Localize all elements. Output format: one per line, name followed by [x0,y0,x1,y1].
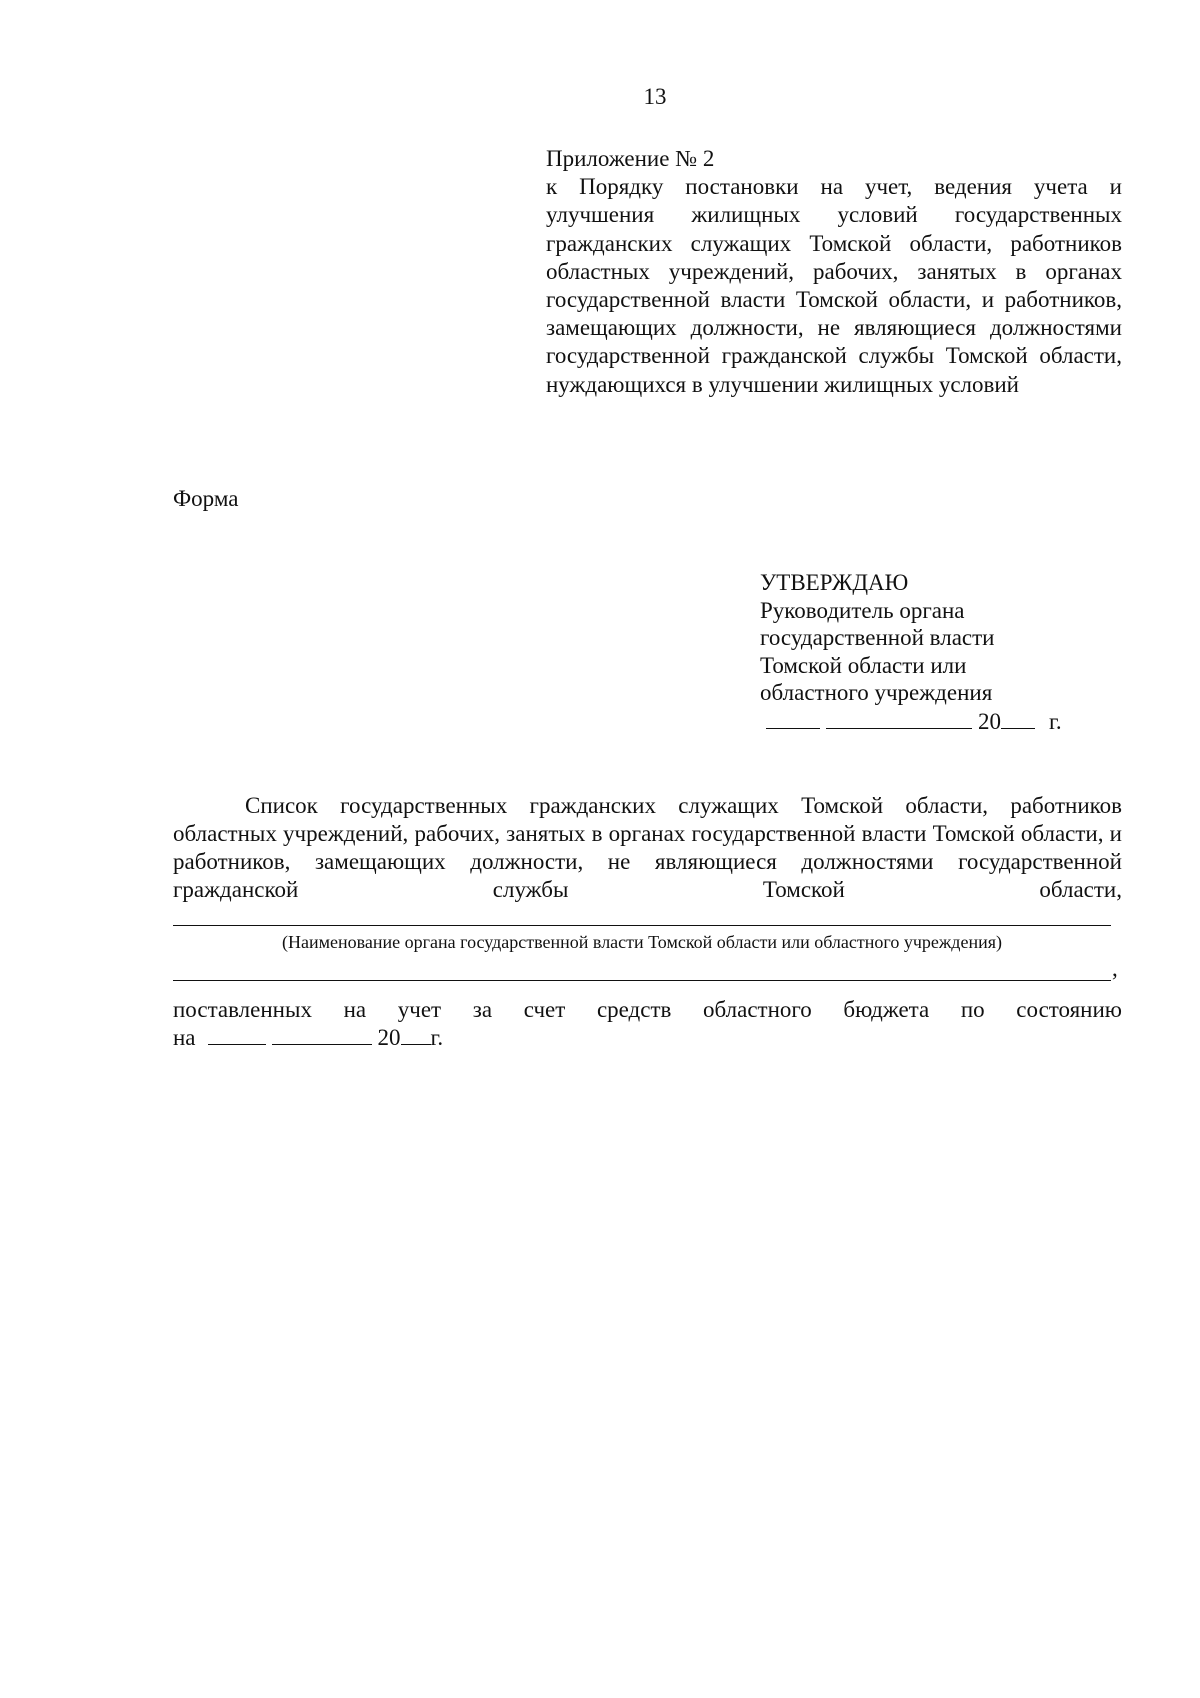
month-blank [272,1024,372,1045]
org-name-blank-line-2 [173,980,1111,981]
year-field [378,1024,444,1052]
approval-line: Томской области или [760,652,967,678]
appendix-body: к Порядку постановки на учет, ведения учета и улучшения жилищных условий государственных гражданских служащих Томской области, работников областных учреждений, рабочих, занятых в органах государственной власти Томской области, и работников, замещающих должности, не являющиеся должностями государственной гражданской службы Томской области, нуждающихся в улучшении жилищных условий [546,174,1122,397]
page-number: 13 [643,84,667,109]
org-name-caption: (Наименование органа государственной власти Томской области или областного учреждения) [282,932,1002,952]
form-label: Форма [173,486,239,511]
day-blank [766,708,820,729]
year-field [978,708,1035,736]
status-date-line [173,1024,1122,1052]
status-line: поставленных на учет за счет средств областного бюджета по состоянию [173,997,1122,1022]
trailing-comma: , [1112,956,1118,981]
year-suffix: г. [1049,708,1062,734]
approval-date-line [766,708,1160,736]
list-title [173,792,1122,904]
appendix-header [546,145,1122,399]
approval-line: государственной власти [760,625,995,650]
year-prefix: 20 [377,1025,401,1050]
year-suffix: г. [430,1025,444,1050]
year-blank [401,1024,431,1045]
year-prefix: 20 [978,708,1001,734]
approval-block [760,569,1160,735]
day-blank [208,1024,266,1045]
status-on: на [173,1025,196,1050]
approval-heading: УТВЕРЖДАЮ [760,570,909,595]
month-blank [826,708,972,729]
year-blank [1001,708,1035,729]
approval-line: Руководитель органа [760,597,965,623]
appendix-title: Приложение № 2 [546,146,715,171]
approval-line: областного учреждения [760,680,993,705]
status-block [173,996,1122,1052]
list-title-text: Список государственных гражданских служащих Томской области, работников областных учреждений, рабочих, занятых в органах государственной власти Томской области, и работников, замещающих должности, не являющиеся должностями государственной гражданской службы Томской области, [173,793,1122,902]
org-name-blank-line [173,925,1111,926]
